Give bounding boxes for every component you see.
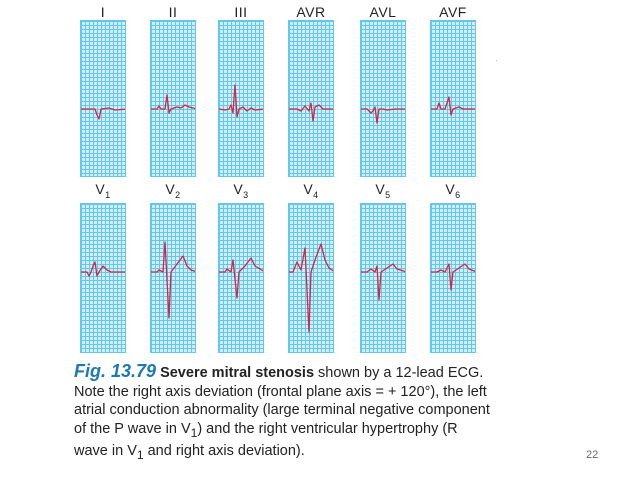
ecg-trace-svg [361,21,406,177]
lead-name: V [95,181,106,197]
ecg-trace-svg [361,204,406,353]
ecg-trace [361,264,406,300]
lead-label [423,181,483,200]
lead-subscript: 5 [385,189,391,200]
ecg-trace-svg [431,204,476,353]
caption-text-1: shown by a 12-lead ECG. Note the right axis deviation (frontal plane axis = + 120°), the left atrial conduction abnormality (large terminal negative component of the P wave in V [74,365,490,437]
lead-name: II [168,4,178,20]
ecg-trace-svg [151,21,196,177]
ecg-panel [360,20,406,177]
ecg-panel [288,203,334,353]
ecg-panel [150,20,196,177]
caption-title: Severe mitral stenosis [156,365,315,381]
lead-name: V [233,181,244,197]
caption-text-3: and right axis deviation). [143,443,305,460]
lead-label [73,4,133,20]
ecg-panel [218,203,264,353]
lead-subscript: 1 [105,189,111,200]
lead-subscript: 6 [455,189,461,200]
ecg-trace [81,108,126,119]
ecg-trace-svg [81,204,126,353]
lead-label [211,181,271,200]
lead-label [353,181,413,200]
page-number: 22 [586,449,599,461]
ecg-panel [288,20,334,177]
lead-label [281,4,341,20]
ecg-trace-svg [289,204,334,353]
lead-name: I [100,4,106,20]
caption-sub-2: 1 [136,448,144,463]
ecg-trace-svg [431,21,476,177]
lead-label [423,4,483,20]
ecg-panel [150,203,196,353]
lead-name: V [303,181,314,197]
lead-label [143,181,203,200]
ecg-panel [218,20,264,177]
ecg-trace [431,97,476,115]
ecg-trace [361,107,406,123]
ecg-panel [430,20,476,177]
lead-label [353,4,413,20]
figure-caption [74,362,494,465]
ecg-panel [430,203,476,353]
ecg-trace-svg [219,204,264,353]
lead-label [143,4,203,20]
lead-label [211,4,271,20]
lead-name: V [165,181,176,197]
ecg-trace [219,85,264,117]
lead-name: AVF [439,4,467,20]
ecg-panel [80,20,126,177]
ecg-trace [219,258,264,298]
ecg-trace [431,264,476,290]
lead-name: V [375,181,386,197]
lead-label [73,181,133,200]
lead-name: AVL [369,4,397,20]
ecg-panel [80,203,126,353]
ecg-trace [151,95,196,113]
lead-name: AVR [296,4,326,20]
lead-subscript: 2 [175,189,181,200]
ecg-trace [81,262,126,276]
ecg-panel [360,203,406,353]
ecg-trace [289,103,334,121]
lead-name: III [234,4,248,20]
figure-number: Fig. 13.79 [74,361,157,381]
caption-text-2: ) and the right ventricular hypertrophy (R wave in V [74,420,458,460]
ecg-trace-svg [289,21,334,177]
ecg-trace-svg [81,21,126,177]
lead-label [281,181,341,200]
ecg-trace [151,242,196,318]
ecg-trace-svg [219,21,264,177]
lead-subscript: 3 [243,189,249,200]
stray-mark [496,60,497,61]
lead-name: V [445,181,456,197]
ecg-trace-svg [151,204,196,353]
lead-subscript: 4 [313,189,319,200]
caption-sub-1: 1 [190,425,198,440]
ecg-trace [289,244,334,332]
